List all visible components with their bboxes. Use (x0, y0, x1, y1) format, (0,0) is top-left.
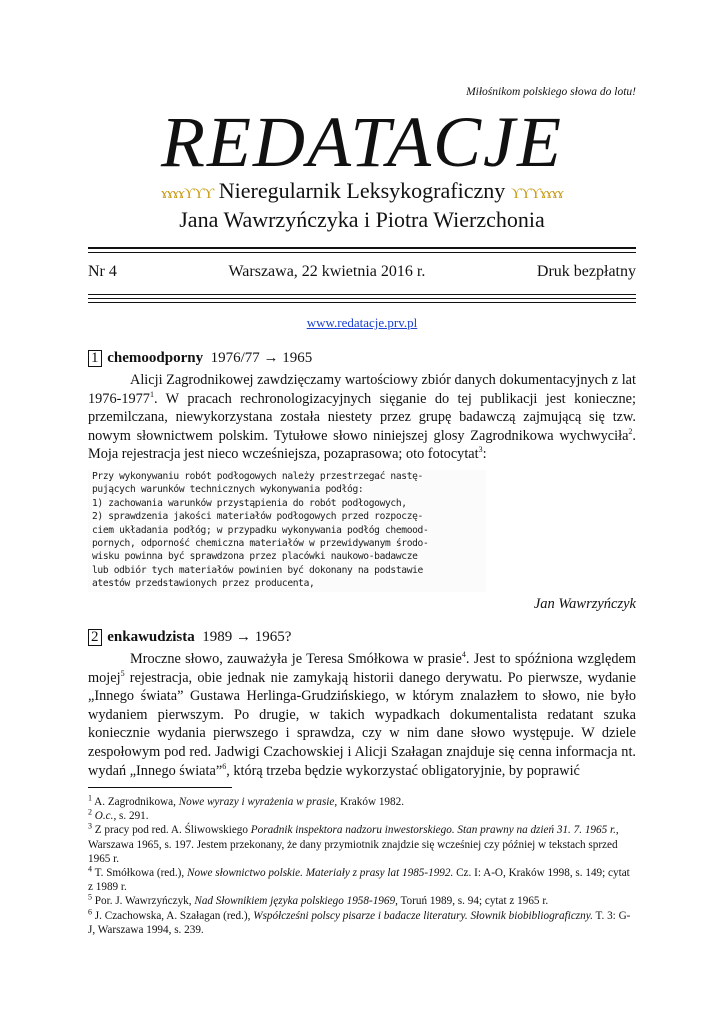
signature: Jan Wawrzyńczyk (533, 596, 636, 612)
body-text: . Jest to spóźniona względem mojej (88, 651, 636, 686)
ornament-left-icon: ɤɤɤɤϒϒϒ (161, 186, 214, 202)
footnotes (88, 795, 636, 937)
footnote-ref[interactable]: 6 (222, 761, 227, 771)
footnote: $^4$ T. Smółkowa (red.), Nowe słownictwo polskie. Materiały z prasy lat 1985-1992. Cz. I: A-O, Kraków 1998, s. 149; cytat z 1989 r. (88, 864, 630, 894)
website-link[interactable]: www.redatacje.prv.pl (306, 315, 418, 330)
entry-heading (88, 350, 636, 367)
issue-number: Nr 4 (88, 263, 117, 280)
masthead-title: REDATACJE (161, 102, 563, 182)
motto: Miłośnikom polskiego słowa do lotu! (466, 86, 636, 98)
place-date: Warszawa, 22 kwietnia 2016 r. (228, 263, 426, 280)
footnote: $^2$ O.c., s. 291. (88, 807, 149, 823)
authors: Jana Wawrzyńczyka i Piotra Wierzchonia (179, 207, 545, 232)
scan-line: atestów przedstawionych przez producenta, (92, 578, 315, 590)
scan-line: 2) sprawdzenia jakości materiałów podłogowych przed rozpoczę- (92, 511, 423, 523)
scan-line: lub odbiór tych materiałów powinien być dokonany na podstawie (92, 564, 423, 576)
footnote-ref[interactable]: 2 (628, 427, 633, 437)
scan-line: Przy wykonywaniu robót podłogowych należy przestrzegać nastę- (92, 471, 423, 482)
subtitle-line (0, 178, 724, 204)
scan-line: wisku powinna być sprawdzona przez placówki naukowo-badawcze (92, 551, 418, 563)
footnote-ref[interactable]: 1 (149, 389, 154, 399)
subtitle: Nieregularnik Leksykograficzny (218, 178, 506, 203)
body-text: Mroczne słowo, zauważyła je Teresa Smółkowa w prasie (130, 651, 462, 667)
scan-line: pujących warunków technicznych wykonywania podłóg: (92, 484, 364, 496)
footnote: $^6$ J. Czachowska, A. Szałagan (red.), Współcześni polscy pisarze i badacze literatury. Słownik biobibliograficzny. T. 3: G-J, Warszawa 1994, s. 239. (88, 906, 631, 936)
entry-dating: 1989 → 1965? (202, 629, 292, 645)
body-text: . W pracach rechronologizacyjnych sięganie do tej publikacji jest konieczne; przemilczana, niewykorzystana została niestety przez grupę badawczą zajmującą się tzw. nowym słownictwem polskim. Tytułowe słowo niniejszej glosy Zagrodnikowa wychwyciła (88, 390, 636, 444)
footnote-ref[interactable]: 4 (461, 650, 466, 660)
entry-dating: 1976/77 → 1965 (210, 350, 313, 366)
divider (88, 298, 636, 299)
body-text: Alicji Zagrodnikowej zawdzięczamy wartościowy zbiór danych dokumentacyjnych z lat 1976-1977 (88, 372, 636, 407)
entry-headword: enkawudzista (107, 629, 195, 645)
issue-meta (88, 263, 636, 281)
price-note: Druk bezpłatny (536, 263, 636, 280)
entry-heading (88, 629, 636, 646)
divider (88, 302, 636, 303)
divider (88, 294, 636, 295)
entry-body (88, 650, 636, 780)
body-text: : (482, 446, 487, 463)
footnote-divider (88, 787, 232, 788)
scan-line: 1) zachowania warunków przystąpienia do robót podłogowych, (92, 497, 407, 509)
entry-number: 1 (88, 350, 102, 367)
body-text: . Moja rejestracja jest nieco wcześniejsza, pozaprasowa; oto fotocytat (88, 427, 636, 463)
body-text: , którą trzeba będzie wykorzystać obligatoryjnie, by poprawić (226, 762, 580, 779)
ornament-right-icon: ϒϒϒɤɤɤɤ (510, 186, 563, 202)
divider (88, 247, 636, 249)
footnote-ref[interactable]: 5 (120, 668, 125, 678)
entry-headword: chemoodporny (107, 350, 204, 366)
photo-citation (88, 470, 486, 592)
entry-number: 2 (88, 629, 102, 646)
footnote-ref[interactable]: 3 (478, 445, 483, 455)
footnote: $^5$ Por. J. Wawrzyńczyk, Nad Słownikiem języka polskiego 1958-1969, Toruń 1989, s. 94; cytat z 1965 r. (88, 892, 549, 908)
body-text: rejestracja, obie jednak nie zamykają historii danego derywatu. Po pierwsze, wydanie „Innego świata” Gustawa Herlinga-Grudzińskiego, w którym znalazłem to słowo, nie było wydaniem pierwszym. Po drugie, w takich wypadkach dokumentalista redatant szuka koniecznie wydania pierwszego i sprawdza, czy w nim dane słowo występuje. W dziele zespołowym pod red. Jadwigi Czachowskiej i Alicji Szałagan znajduje się cenna informacja nt. wydań „Innego świata” (88, 669, 636, 779)
entry-body (88, 371, 636, 464)
scan-line: ciem układania podłóg; w przypadku wykonywania podłóg chemood- (92, 524, 429, 536)
scan-line: pornych, odporność chemiczna materiałów w przewidywanym środo- (92, 538, 429, 550)
footnote: $^1$ A. Zagrodnikowa, Nowe wyrazy i wyrażenia w prasie, Kraków 1982. (88, 793, 404, 808)
footnote: $^3$ Z pracy pod red. A. Śliwowskiego Poradnik inspektora nadzoru inwestorskiego. Stan prawny na dzień 31. 7. 1965 r., Warszawa 1965, s. 197. Jestem przekonany, że dany przymiotnik znajdzie się wcześniej czy później w tekstach sprzed 1965 r. (88, 821, 619, 865)
divider (88, 252, 636, 253)
